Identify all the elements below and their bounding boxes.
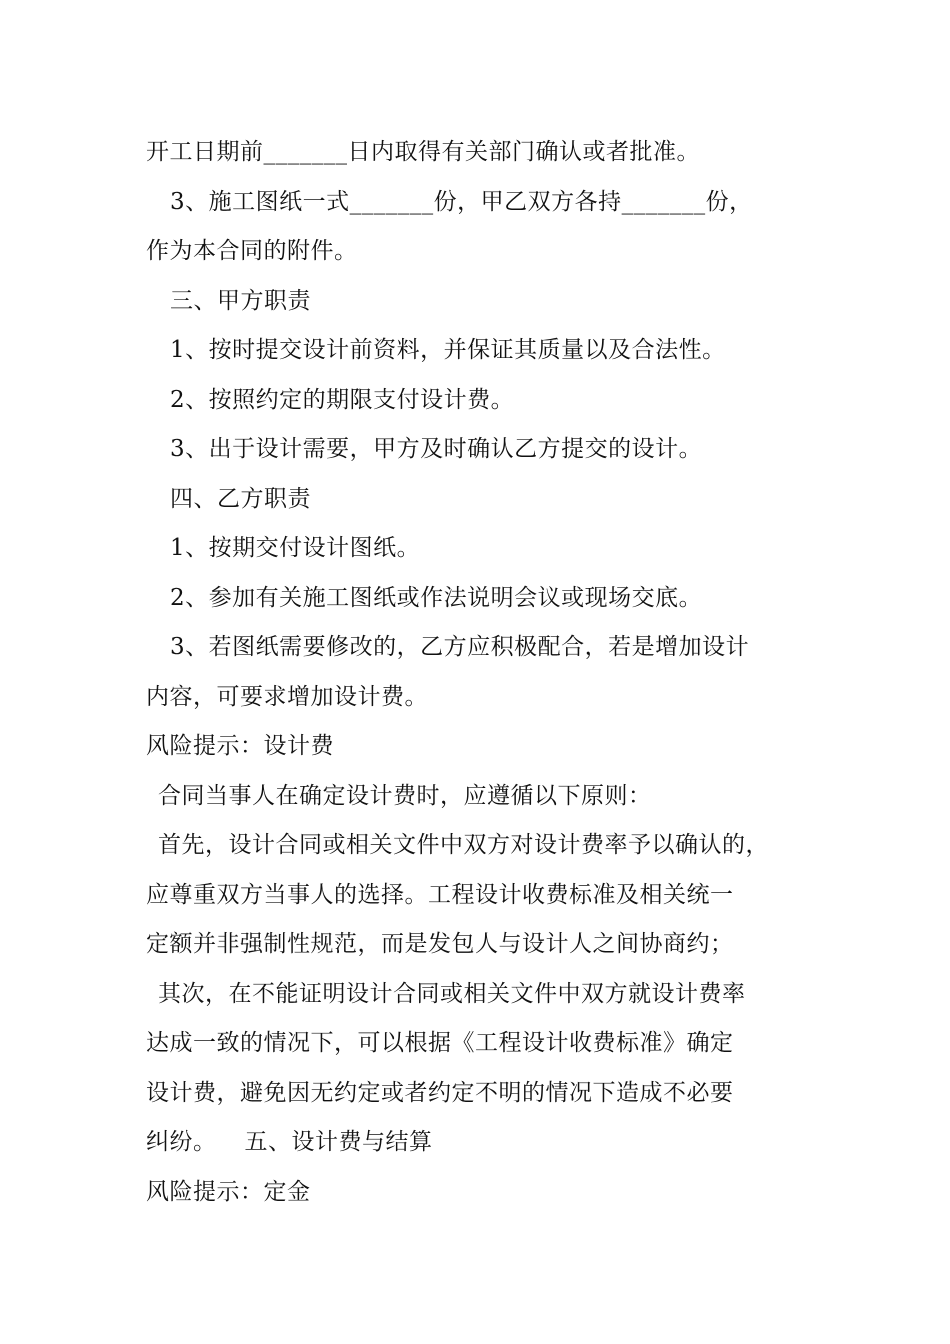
paragraph-line: 3、出于设计需要，甲方及时确认乙方提交的设计。: [170, 436, 703, 462]
risk-heading: 风险提示：设计费: [146, 733, 334, 759]
paragraph-line: [146, 1118, 826, 1168]
paragraph-line: 1、按时提交设计前资料，并保证其质量以及合法性。: [170, 337, 726, 363]
paragraph-line: 作为本合同的附件。: [146, 238, 358, 264]
paragraph-line: 3、施工图纸一式_______份，甲乙双方各持_______份，: [170, 188, 753, 215]
risk-heading: 风险提示：定金: [146, 1178, 311, 1205]
paragraph-line: 2、按照约定的期限支付设计费。: [170, 386, 515, 413]
paragraph-line: 3、若图纸需要修改的，乙方应积极配合，若是增加设计: [170, 634, 750, 660]
section-heading: 五、设计费与结算: [244, 1129, 433, 1155]
paragraph-line: 应尊重双方当事人的选择。工程设计收费标准及相关统一: [146, 881, 734, 908]
paragraph-line: 定额并非强制性规范，而是发包人与设计人之间协商约；: [146, 931, 734, 957]
paragraph-line: 1、按期交付设计图纸。: [170, 535, 421, 561]
paragraph-line: 其次，在不能证明设计合同或相关文件中双方就设计费率: [158, 980, 746, 1007]
paragraph-line: 合同当事人在确定设计费时，应遵循以下原则：: [158, 782, 652, 809]
section-heading: 三、甲方职责: [170, 287, 311, 314]
document-body: [146, 128, 826, 1217]
paragraph-line: 首先，设计合同或相关文件中双方对设计费率予以确认的，: [158, 832, 769, 858]
paragraph-line: 开工日期前_______日内取得有关部门确认或者批准。: [146, 139, 700, 165]
paragraph-line: 内容，可要求增加设计费。: [146, 683, 428, 710]
section-heading: 四、乙方职责: [170, 485, 311, 512]
paragraph-line: 达成一致的情况下，可以根据《工程设计收费标准》确定: [146, 1030, 734, 1056]
paragraph-line: 设计费，避免因无约定或者约定不明的情况下造成不必要: [146, 1079, 734, 1106]
paragraph-text: 纠纷。: [146, 1129, 217, 1155]
paragraph-line: 2、参加有关施工图纸或作法说明会议或现场交底。: [170, 584, 703, 611]
